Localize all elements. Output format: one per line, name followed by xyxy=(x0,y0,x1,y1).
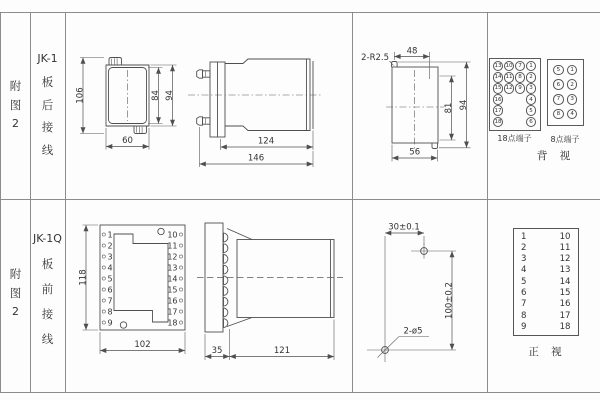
dim-124: 124 xyxy=(257,136,275,147)
terminal-number: 11 xyxy=(559,242,571,253)
terminal-number: 9 xyxy=(521,321,527,332)
terminal-circle: 6 xyxy=(526,117,537,128)
terminal-empty xyxy=(516,106,525,115)
terminal-circle: 2 xyxy=(567,79,578,90)
terminal-empty xyxy=(516,95,525,104)
figure-label-row2 xyxy=(1,268,30,318)
terminal-number: 14 xyxy=(167,274,178,284)
dim-94b: 94 xyxy=(459,99,469,111)
front-plate-right-terminals xyxy=(167,231,182,328)
wiring-char: 接 xyxy=(41,120,54,135)
terminal-circle: 18 xyxy=(493,117,504,128)
hole-diameter-label: 2-ø5 xyxy=(403,326,423,337)
panel-cutout-view xyxy=(352,12,487,199)
terminal-number: 17 xyxy=(559,310,571,321)
wiring-char: 后 xyxy=(41,97,54,112)
model-name: JK-1Q xyxy=(33,232,62,245)
terminal-number: 3 xyxy=(521,254,527,265)
terminal-number: 5 xyxy=(521,276,527,287)
terminal-number: 4 xyxy=(521,265,527,276)
terminal-number: 17 xyxy=(167,307,178,317)
wiring-char: 线 xyxy=(41,143,54,157)
dim-30: 30±0.1 xyxy=(388,222,420,233)
terminal-number: 2 xyxy=(521,242,527,253)
terminal-number: 15 xyxy=(559,288,571,299)
terminal-number: 3 xyxy=(107,252,113,262)
terminal-number: 15 xyxy=(167,285,178,295)
terminal-circle: 1 xyxy=(567,65,578,76)
dim-106: 106 xyxy=(75,87,86,104)
mounting-hole xyxy=(158,228,164,234)
rear-side-view xyxy=(188,59,323,167)
model-name: JK-1 xyxy=(37,52,58,65)
terminal-circle: 1 xyxy=(526,61,537,72)
figure-label-row1 xyxy=(1,80,30,130)
dim-118: 118 xyxy=(78,269,89,286)
terminal-circle: 8 xyxy=(515,72,526,83)
rear-wiring-views xyxy=(65,12,352,199)
fig-char: 图 xyxy=(9,98,22,112)
terminal-circle: 12 xyxy=(504,83,515,94)
dim-100: 100±0.2 xyxy=(444,282,455,319)
terminal-number: 8 xyxy=(107,307,113,317)
terminal-circle: 7 xyxy=(515,61,526,72)
caption-18-terminal: 18点端子 xyxy=(497,133,532,143)
terminal-number: 5 xyxy=(107,274,113,284)
front-wiring-views xyxy=(65,199,352,392)
grid-line-bottom xyxy=(0,392,600,393)
model-label-row2 xyxy=(31,233,64,345)
terminal-number: 1 xyxy=(107,230,113,240)
terminal-number: 13 xyxy=(167,263,178,273)
front-plate-left-terminals xyxy=(102,231,112,328)
front-side-view xyxy=(197,223,343,360)
terminal-circle: 13 xyxy=(493,61,504,72)
drill-pattern-view xyxy=(352,199,487,392)
terminal-number: 16 xyxy=(559,299,571,310)
wiring-char: 前 xyxy=(41,282,54,296)
radius-label: 2-R2.5 xyxy=(361,53,389,63)
terminal-circle: 17 xyxy=(493,105,504,116)
terminal-circle: 6 xyxy=(553,79,564,90)
cutout-dimensions xyxy=(361,47,470,162)
wiring-char: 线 xyxy=(41,332,54,346)
front-view-terminal-box xyxy=(513,228,579,336)
terminal-circle: 16 xyxy=(493,94,504,105)
fig-char: 附 xyxy=(9,79,22,93)
model-label-row1 xyxy=(31,53,64,156)
dim-35: 35 xyxy=(211,346,223,356)
front-plate-view xyxy=(79,225,186,354)
terminal-circle: 7 xyxy=(553,94,564,105)
cutout-outline xyxy=(386,62,444,151)
caption-8-terminal: 8点端子 xyxy=(550,134,580,144)
terminal-empty xyxy=(505,106,514,115)
terminal-circle: 11 xyxy=(504,72,515,83)
terminal-number: 4 xyxy=(107,263,113,273)
terminal-number: 7 xyxy=(521,299,527,310)
wiring-char: 板 xyxy=(41,257,54,271)
terminal-empty xyxy=(505,95,514,104)
terminal-circle: 4 xyxy=(526,94,537,105)
wiring-char: 接 xyxy=(41,307,54,321)
fig-char: 2 xyxy=(12,305,19,318)
dim-121: 121 xyxy=(273,346,291,356)
grid-line-left xyxy=(0,12,1,392)
terminal-circle: 3 xyxy=(567,94,578,105)
terminal-number: 12 xyxy=(167,252,178,262)
terminal-number: 9 xyxy=(107,318,113,328)
dim-102: 102 xyxy=(134,340,151,350)
terminal-number: 6 xyxy=(521,288,527,299)
dim-60: 60 xyxy=(122,136,133,146)
terminal-block-8 xyxy=(547,59,585,126)
terminal-number: 6 xyxy=(107,285,113,295)
mounting-hole xyxy=(120,322,126,328)
terminal-number: 12 xyxy=(559,254,571,265)
terminal-circle: 9 xyxy=(515,83,526,94)
terminal-number: 7 xyxy=(107,296,113,306)
terminal-number: 10 xyxy=(167,230,178,240)
terminal-circle: 8 xyxy=(553,109,564,120)
terminal-circle: 5 xyxy=(526,105,537,116)
terminal-circle: 4 xyxy=(567,109,578,120)
terminal-circle: 2 xyxy=(526,72,537,83)
terminal-circle: 10 xyxy=(504,61,515,72)
terminal-number: 14 xyxy=(559,276,571,287)
terminal-circle: 15 xyxy=(493,83,504,94)
terminal-number: 8 xyxy=(521,310,527,321)
dim-48: 48 xyxy=(406,46,418,57)
terminal-circle: 14 xyxy=(493,72,504,83)
terminal-empty xyxy=(505,118,514,127)
fig-char: 2 xyxy=(12,117,19,130)
terminal-number: 18 xyxy=(167,318,178,328)
terminal-number: 13 xyxy=(559,265,571,276)
terminal-number: 2 xyxy=(107,241,113,251)
drill-dimensions xyxy=(367,223,456,363)
rear-case-view xyxy=(76,58,177,150)
wiring-char: 板 xyxy=(41,74,54,89)
terminal-number: 11 xyxy=(167,241,178,251)
terminal-number: 18 xyxy=(559,321,571,332)
dim-146: 146 xyxy=(247,153,265,164)
fig-char: 附 xyxy=(9,267,22,281)
terminal-number: 10 xyxy=(559,231,571,242)
rear-view-label: 背 视 xyxy=(536,150,571,162)
fig-char: 图 xyxy=(9,286,22,300)
terminal-circle: 5 xyxy=(553,65,564,76)
front-view-label: 正 视 xyxy=(528,345,562,358)
dim-56: 56 xyxy=(409,147,421,158)
terminal-block-18 xyxy=(489,58,541,131)
terminal-circle: 3 xyxy=(526,83,537,94)
terminal-number: 16 xyxy=(167,296,178,306)
dim-81: 81 xyxy=(444,102,454,114)
terminal-number: 1 xyxy=(521,231,527,242)
dim-94: 94 xyxy=(165,90,175,101)
terminal-empty xyxy=(516,118,525,127)
dim-84: 84 xyxy=(151,90,161,101)
